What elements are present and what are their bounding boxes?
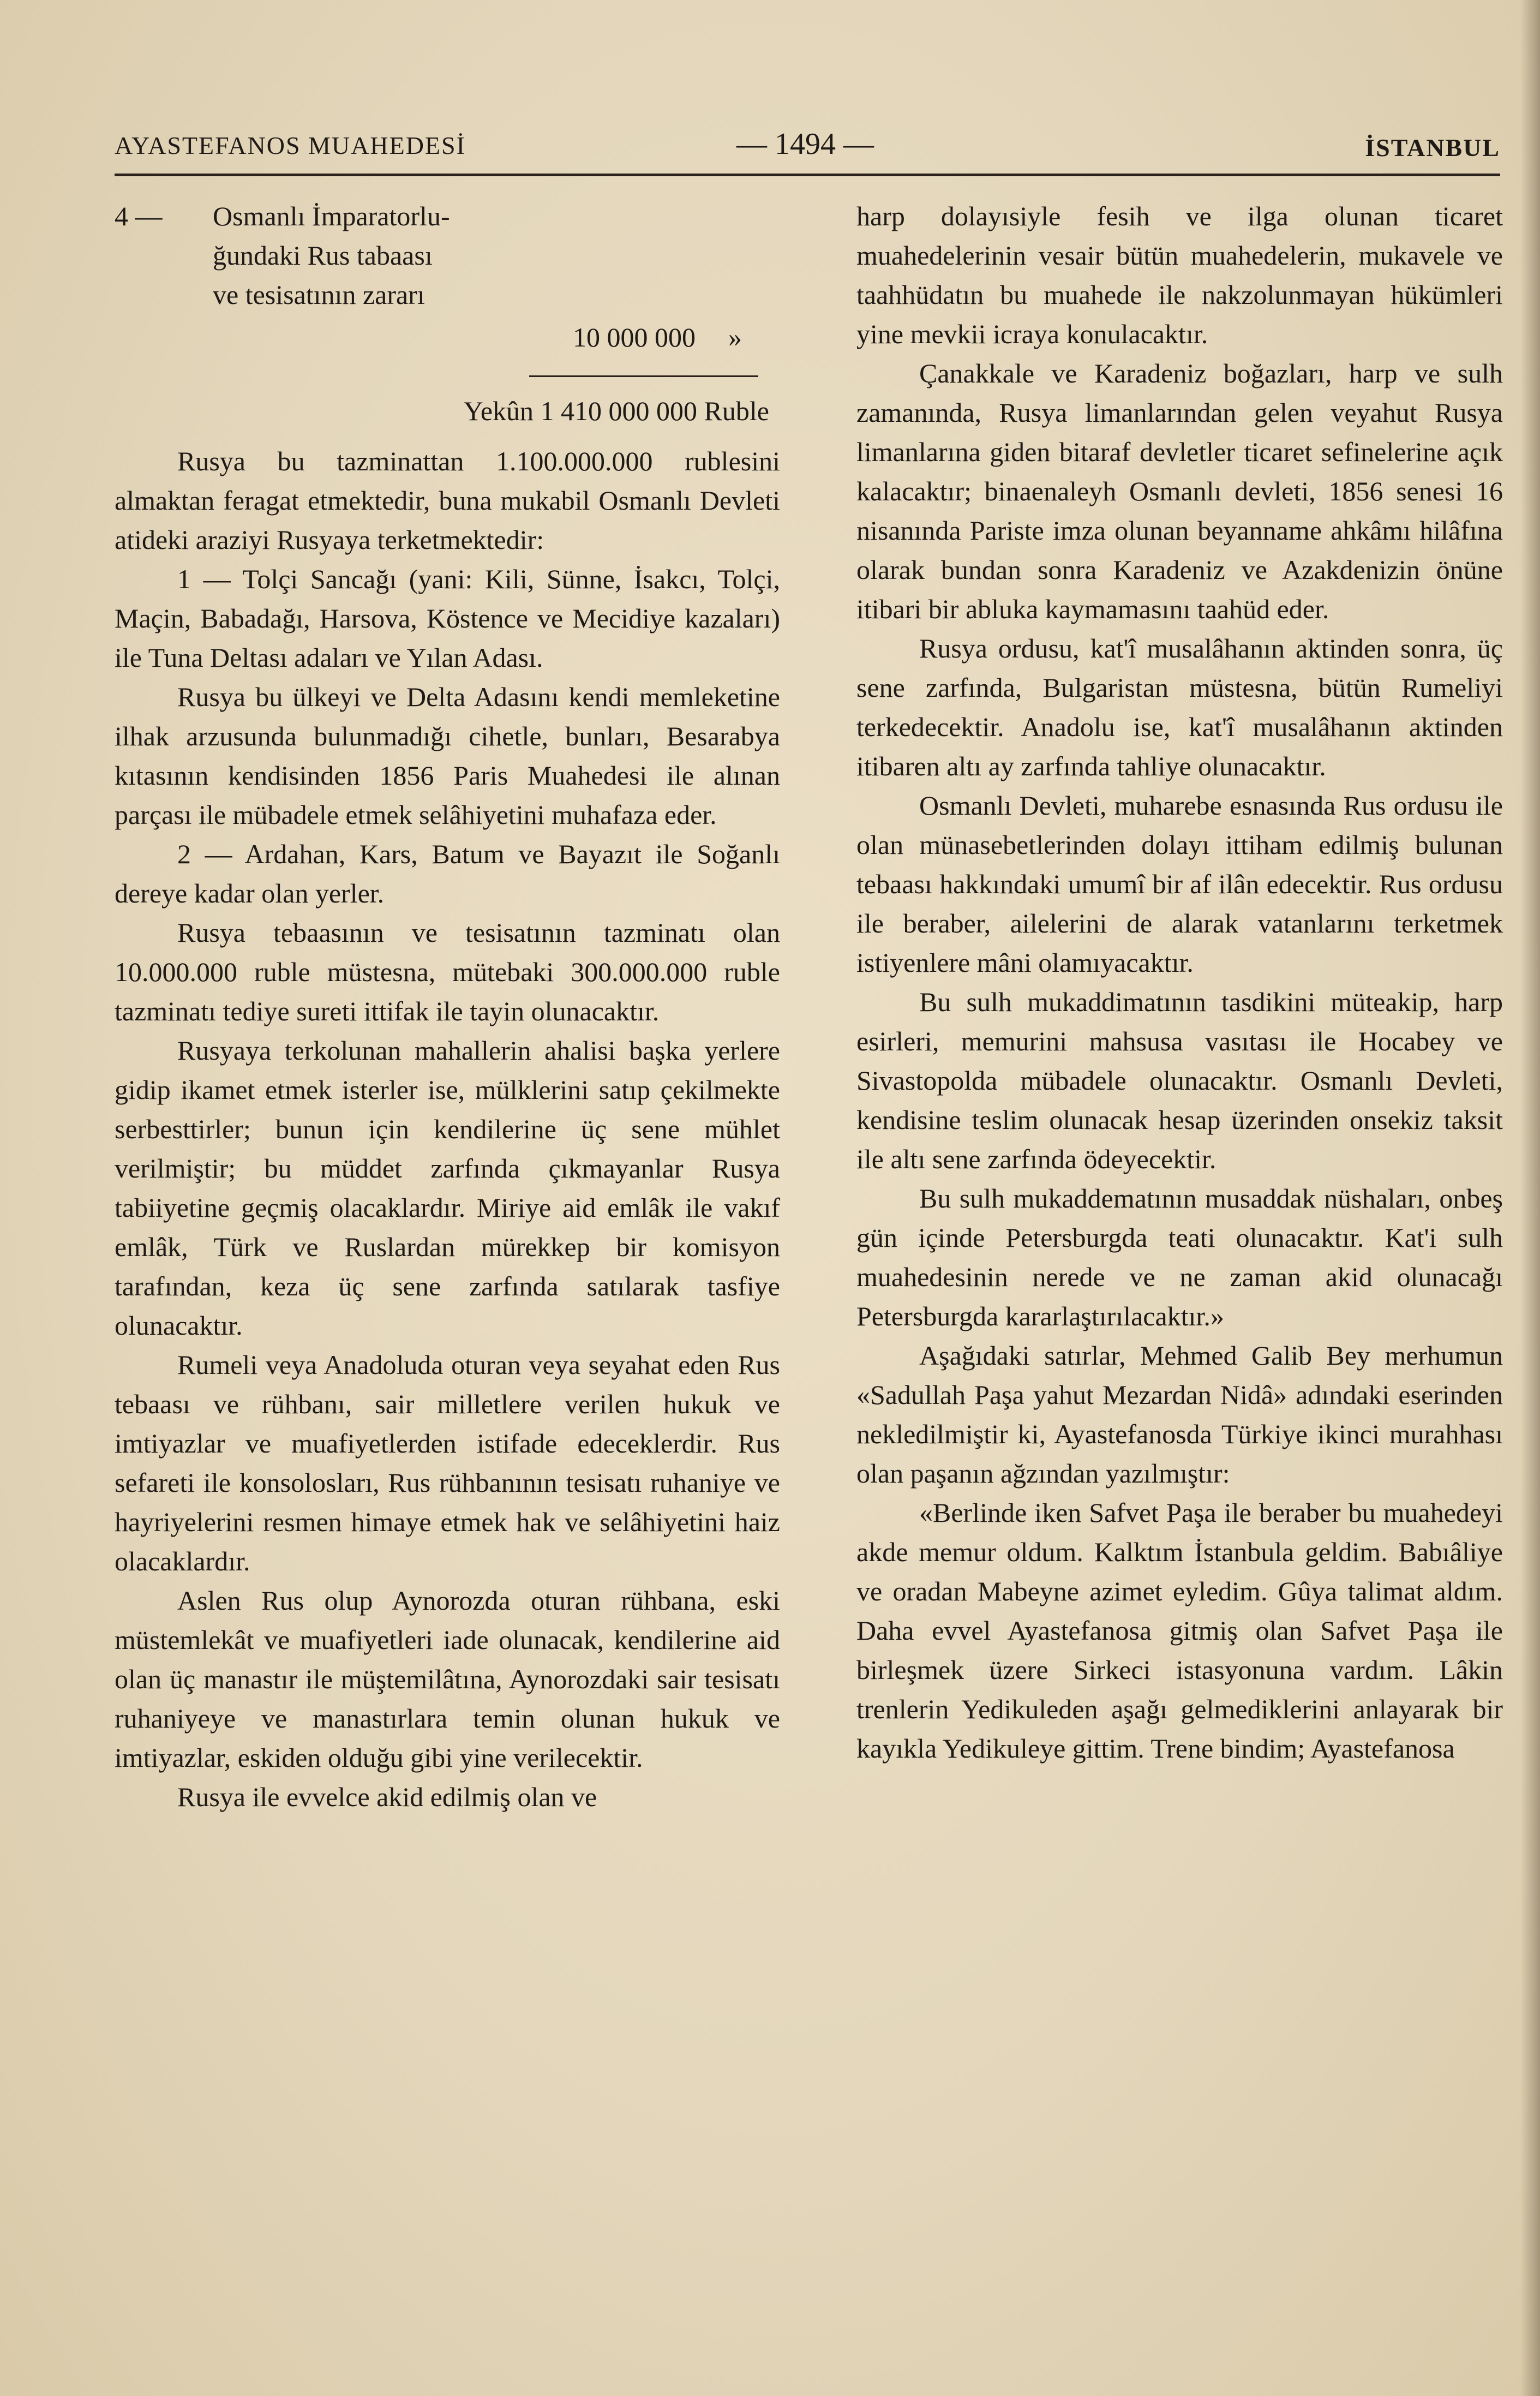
paragraph: Bu sulh mukaddimatının tasdikini müteakip, harp esirleri, memurini mahsusa vasıtası ile Hocabey ve Sivastopolda mübadele olunacaktır. Osmanlı Devleti, kendisine teslim olunacak hesap üzerinden onsekiz taksit ile altı sene zarfında ödeyecektir. [856,987,1503,1174]
paragraph: Rusya ordusu, kat'î musalâhanın aktinden sonra, üç sene zarfında, Bulgaristan müstesna, bütün Rumeliyi terkedecektir. Anadolu ise, kat'î musalâhanın aktinden itibaren altı ay zarfında tahliye olunacaktır. [856,633,1503,781]
paragraph: Rusyaya terkolunan mahallerin ahalisi başka yerlere gidip ikamet etmek isterler ise, mülklerini satıp çekilmekte serbesttirler; bunun için kendilerine üç sene mühlet verilmiştir; bu müddet zarfında çıkmayanlar Rusya tabiiyetine geçmiş olacaklardır. Miriye aid emlâk ile vakıf emlâk, Türk ve Ruslardan mürekkep bir komisyon tarafından, keza üç sene zarfında satılarak tasfiye olunacaktır. [115,1035,780,1341]
paragraph-continued: harp dolayısiyle fesih ve ilga olunan ticaret muahedelerinin vesair bütün muahedelerin, mukavele ve taahhüdatın bu muahede ile nakzolunmayan hükümleri yine mevkii icraya konulacaktır. [856,201,1503,349]
header-rule [115,174,1500,176]
item-description [213,196,450,314]
paragraph: 2 — Ardahan, Kars, Batum ve Bayazıt ile Soğanlı dereye kadar olan yerler. [115,839,780,909]
paragraph: Çanakkale ve Karadeniz boğazları, harp ve sulh zamanında, Rusya limanlarından gelen veyahut Rusya limanlarına giden bitaraf devletler ticaret sefinelerine açık kalacaktır; binaenaleyh Osmanlı devleti, 1856 senesi 16 nisanında Pariste imza olunan beyanname ahkâmı hilâfına olarak bundan sonra Karadeniz ve Azakdenizin önüne itibari bir abluka kaymamasını taahüd eder. [856,358,1503,624]
item-number: 4 — [115,201,163,231]
page-edge-shadow [1520,0,1540,2396]
compensation-item-4 [115,196,780,314]
paragraph: Osmanlı Devleti, muharebe esnasında Rus ordusu ile olan münasebetlerinden dolayı ittiham edilmiş bulunan tebaası hakkındaki umumî bir af ilân edecektir. Rus ordusu ile beraber, ailelerini de alarak vatanlarını terketmek istiyenlere mâni olamıyacaktır. [856,790,1503,978]
item-amount-row [115,318,780,357]
sum-rule [529,375,758,377]
paragraph: Aşağıdaki satırlar, Mehmed Galib Bey merhumun «Sadullah Paşa yahut Mezardan Nidâ» adındaki eserinden nekledilmiştir ki, Ayastefanosda Türkiye ikinci murahhası olan paşanın ağzından yazılmıştır: [856,1340,1503,1489]
total-amount: Yekûn 1 410 000 000 Ruble [463,396,769,426]
running-head-title: AYASTEFANOS MUAHEDESİ [115,132,466,159]
item-line: Osmanlı İmparatorlu- [213,201,450,231]
paragraph: Rumeli veya Anadoluda oturan veya seyahat eden Rus tebaası ve rühbanı, sair milletlere verilen hukuk ve imtiyazlar ve muafiyetlerden istifade edeceklerdir. Rus sefareti ile konsolosları, Rus rühbanının tesisatı ruhaniye ve hayriyelerini resmen himaye etmek hak ve selâhiyetini haiz olacaklardır. [115,1349,780,1576]
paragraph: «Berlinde iken Safvet Paşa ile beraber bu muahedeyi akde memur oldum. Kalktım İstanbula geldim. Babıâliye ve oradan Mabeyne azimet eyledim. Gûya talimat aldım. Daha evvel Ayastefanosa gitmiş olan Safvet Paşa ile birleşmek üzere Sirkeci istasyonuna vardım. Lâkin trenlerin Yedikuleden aşağı gelmediklerini anlayarak bir kayıkla Yedikuleye gittim. Trene bindim; Ayastefanosa [856,1497,1503,1764]
paragraph: 1 — Tolçi Sancağı (yani: Kili, Sünne, İsakcı, Tolçi, Maçin, Babadağı, Harsova, Köstence ve Mecidiye kazaları) ile Tuna Deltası adaları ve Yılan Adası. [115,564,780,673]
ditto-mark: » [728,322,742,352]
item-amount: 10 000 000 [573,322,696,352]
paragraph: Rusya ile evvelce akid edilmiş olan ve [177,1782,597,1812]
paragraph: Aslen Rus olup Aynorozda oturan rühbana, eski müstemlekât ve muafiyetleri iade olunacak, kendilerine aid olan üç manastır ile müştemilâtına, Aynorozdaki sair tesisatı ruhaniyeye ve manastırlara temin olunan hukuk ve imtiyazlar, eskiden olduğu gibi yine verilecektir. [115,1585,780,1773]
page-number: — 1494 — [736,127,874,161]
paragraph: Rusya tebaasının ve tesisatının tazminatı olan 10.000.000 ruble müstesna, mütebaki 300.000.000 ruble tazminatı tediye sureti ittifak ile tayin olunacaktır. [115,917,780,1026]
item-line: ğundaki Rus tabaası [213,240,433,271]
item-line: ve tesisatının zararı [213,279,425,310]
paragraph: Rusya bu ülkeyi ve Delta Adasını kendi memleketine ilhak arzusunda bulunmadığı cihetle, bunları, Besarabya kıtasının kendisinden 1856 Paris Muahedesi ile alınan parçası ile mübadele etmek selâhiyetini muhafaza eder. [115,682,780,830]
paragraph: Rusya bu tazminattan 1.100.000.000 rublesini almaktan feragat etmektedir, buna mukabil Osmanlı Devleti atideki araziyi Rusyaya terketmektedir: [115,446,780,555]
running-head-publication: İSTANBUL [1365,134,1500,162]
left-column [115,196,780,1817]
running-head [115,127,1500,165]
paragraph: Bu sulh mukaddematının musaddak nüshaları, onbeş gün içinde Petersburgda teati olunacaktır. Kat'i sulh muahedesinin nerede ve ne zaman akid olunacağı Petersburgda kararlaştırılacaktır.» [856,1183,1503,1331]
right-column [856,196,1503,1768]
